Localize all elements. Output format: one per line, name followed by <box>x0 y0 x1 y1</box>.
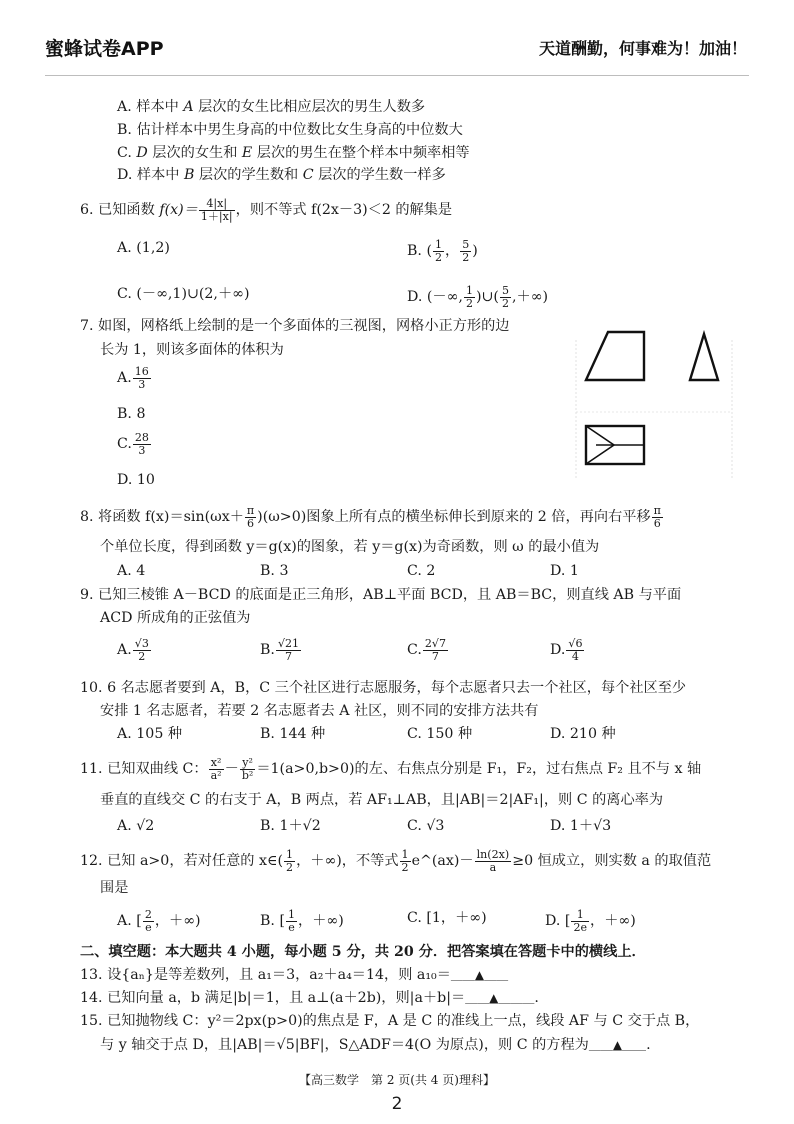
q11-text-2: ＝1(a>0,b>0)的左、右焦点分别是 F₁，F₂，过右焦点 F₂ 且不与 x 轴 <box>256 761 702 778</box>
q12-b-text-1: B. [ <box>260 913 285 930</box>
q6-fraction <box>199 198 235 222</box>
q5-option-a <box>117 98 425 116</box>
q12-frac3-den: a <box>489 860 497 874</box>
q12-text-3: e^(ax)－ <box>411 853 474 870</box>
q9-b-frac <box>276 638 301 662</box>
q8-frac-2 <box>652 505 663 529</box>
q9-stem-line-1: 9. 已知三棱锥 A－BCD 的底面是正三角形，AB⊥平面 BCD，且 AB＝BC，则直线 AB 与平面 <box>80 587 682 603</box>
q12-option-b <box>260 909 344 933</box>
q11-stem-line-1 <box>80 757 701 781</box>
q5-option-c <box>117 144 470 162</box>
q6-b-n2: 5 <box>462 238 470 251</box>
q6-d-text-3: ,＋∞) <box>512 289 549 306</box>
q5-c-text-3: 层次的男生在整个样本中频率相等 <box>252 145 470 161</box>
q11-option-a: A. √2 <box>117 818 155 834</box>
q6-fx: f(x)＝ <box>159 202 198 219</box>
q14-answer-blank[interactable]: ＿＿▲＿＿＿ <box>465 991 535 1005</box>
q12-b-num: 1 <box>287 908 296 921</box>
q6-text-2: ，则不等式 f(2x－3)＜2 的解集是 <box>235 202 453 219</box>
q8-stem-line-1 <box>80 505 664 529</box>
q10-option-b: B. 144 种 <box>260 726 326 742</box>
q11-frac2-num: y² <box>240 757 256 770</box>
q11-option-d: D. 1＋√3 <box>550 818 612 834</box>
q9-option-b <box>260 638 302 662</box>
q6-text-1: 6. 已知函数 <box>80 202 160 219</box>
q11-frac1-den: a² <box>210 768 222 782</box>
grid-lines <box>576 340 732 480</box>
side-view-triangle <box>690 334 718 380</box>
q12-option-d <box>545 909 636 933</box>
q10-option-c: C. 150 种 <box>407 726 473 742</box>
q8-stem-line-2: 个单位长度，得到函数 y＝g(x)的图象，若 y＝g(x)为奇函数，则 ω 的最小值为 <box>100 539 600 555</box>
q9-option-d <box>550 638 585 662</box>
q15-text: 与 y 轴交于点 D，且|AB|＝√5|BF|，S△ADF＝4(O 为原点)，则 C 的方程为 <box>100 1037 589 1053</box>
q14-text: 14. 已知向量 a，b 满足|b|＝1，且 a⊥(a＋2b)，则|a＋b|＝ <box>80 990 466 1006</box>
q6-stem <box>80 198 452 222</box>
q5-d-text-1: D. 样本中 <box>117 167 184 183</box>
section-2-heading: 二、填空题：本大题共 4 小题，每小题 5 分，共 20 分．把答案填在答题卡中的横线上． <box>80 944 646 960</box>
q9-c-label: C. <box>407 642 422 659</box>
q9-c-num: 2√7 <box>424 637 446 650</box>
q12-frac-3 <box>475 849 512 873</box>
q5-option-d <box>117 166 446 184</box>
q11-option-b: B. 1＋√2 <box>260 818 321 834</box>
page-number: 2 <box>391 1094 403 1114</box>
q12-b-den: e <box>288 920 295 934</box>
q6-b-d2: 2 <box>462 250 470 264</box>
q6-b-text-2: ， <box>445 243 460 260</box>
q12-frac2-den: 2 <box>401 860 409 874</box>
q6-frac-den: 1＋|x| <box>200 209 233 223</box>
q5-d-text-2: 层次的学生数和 <box>194 167 303 183</box>
q7-c-label: C. <box>117 436 132 453</box>
q7-option-c <box>117 432 152 456</box>
q8-option-d: D. 1 <box>550 563 579 579</box>
q5-a-text-1: A. 样本中 <box>117 99 184 115</box>
q12-option-c: C. [1，＋∞) <box>407 910 487 926</box>
q7-a-num: 16 <box>134 365 149 378</box>
q12-a-frac <box>143 909 154 933</box>
q11-frac2-den: b² <box>241 768 254 782</box>
q6-d-n2: 5 <box>501 284 510 297</box>
q6-b-text-3: ) <box>472 243 478 260</box>
q12-frac-1 <box>284 849 295 873</box>
q7-stem-line-2: 长为 1，则该多面体的体积为 <box>100 342 284 358</box>
q12-text-4: ≥0 恒成立，则实数 a 的取值范 <box>512 853 712 870</box>
q8-frac2-den: 6 <box>653 516 661 530</box>
q9-b-label: B. <box>260 642 275 659</box>
q6-frac-num: 4|x| <box>199 198 235 211</box>
q6-b-n1: 1 <box>434 238 443 251</box>
q6-option-a: A. (1,2) <box>117 240 170 256</box>
q9-b-den: 7 <box>284 649 293 663</box>
q9-c-frac <box>423 638 448 662</box>
q9-a-label: A. <box>117 642 132 659</box>
q7-c-frac <box>133 432 151 456</box>
q13-answer-blank[interactable]: ＿＿▲＿＿ <box>450 968 509 982</box>
q5-d-text-3: 层次的学生数一样多 <box>313 167 446 183</box>
q11-minus: － <box>224 761 239 778</box>
q6-b-frac-2 <box>460 239 471 263</box>
q11-stem-line-2: 垂直的直线交 C 的右支于 A，B 两点，若 AF₁⊥AB，且|AB|＝2|AF₁|，则 C 的离心率为 <box>100 792 664 808</box>
q8-text-2: )(ω>0)图象上所有点的横坐标伸长到原来的 2 倍，再向右平移 <box>257 509 651 526</box>
q12-frac2-num: 1 <box>401 848 409 861</box>
page-footer: 【高三数学 第 2 页(共 4 页)理科】 <box>299 1073 495 1087</box>
q6-option-b <box>407 239 478 263</box>
q7-c-num: 28 <box>134 431 149 444</box>
q15-answer-blank[interactable]: ＿＿▲＿＿ <box>588 1038 647 1052</box>
q6-d-d1: 2 <box>465 296 473 310</box>
q6-d-n1: 1 <box>465 284 473 297</box>
q12-a-text-2: ，＋∞) <box>154 913 201 930</box>
q6-d-d2: 2 <box>501 296 510 310</box>
q9-d-den: 4 <box>571 649 579 663</box>
app-name: 蜜蜂试卷APP <box>45 38 164 60</box>
q12-d-text-1: D. [ <box>545 913 571 930</box>
front-view-trapezoid <box>586 332 644 380</box>
q12-a-text-1: A. [ <box>117 913 142 930</box>
q8-option-a: A. 4 <box>117 563 146 579</box>
q8-frac1-num: π <box>246 504 255 517</box>
q9-option-a <box>117 638 152 662</box>
q12-frac-2 <box>400 849 411 873</box>
q5-c-var-1: D <box>136 145 148 161</box>
q8-option-b: B. 3 <box>260 563 289 579</box>
q7-a-label: A. <box>117 370 132 387</box>
q6-b-frac-1 <box>433 239 444 263</box>
q12-b-frac <box>286 909 297 933</box>
header-divider <box>45 75 749 76</box>
q8-frac1-den: 6 <box>247 516 255 530</box>
q12-option-a <box>117 909 201 933</box>
q5-d-var-1: B <box>183 167 195 183</box>
q6-option-c: C. (－∞,1)∪(2,＋∞) <box>117 286 250 302</box>
q9-a-frac <box>133 638 151 662</box>
q11-frac-1 <box>209 757 224 781</box>
header-slogan: 天道酬勤，何事难为！加油！ <box>538 39 747 58</box>
q7-a-frac <box>133 366 151 390</box>
q9-b-num: √21 <box>277 637 300 650</box>
q6-d-text-2: )∪( <box>476 289 499 306</box>
q15-stem-line-1: 15. 已知抛物线 C：y²＝2px(p>0)的焦点是 F，A 是 C 的准线上一点，线段 AF 与 C 交于点 B， <box>80 1013 700 1029</box>
q13-stem <box>80 966 508 984</box>
q12-stem-line-1 <box>80 849 711 873</box>
q10-stem-line-1: 10. 6 名志愿者要到 A，B，C 三个社区进行志愿服务，每个志愿者只去一个社区，每个社区至少 <box>80 680 687 696</box>
q11-frac-2 <box>240 757 256 781</box>
q12-frac3-num: ln(2x) <box>476 848 510 861</box>
q8-text-1: 8. 将函数 f(x)＝sin(ωx＋ <box>80 509 244 526</box>
q12-d-den: 2e <box>573 920 588 934</box>
q7-option-a <box>117 366 152 390</box>
q14-stem <box>80 989 539 1007</box>
q12-frac1-den: 2 <box>286 860 294 874</box>
q9-d-frac <box>566 638 584 662</box>
q5-c-var-2: E <box>241 145 253 161</box>
q6-d-text-1: D. (－∞, <box>407 289 463 306</box>
q12-d-text-2: ，＋∞) <box>590 913 636 930</box>
q12-frac1-num: 1 <box>286 848 294 861</box>
q12-a-den: e <box>145 920 152 934</box>
q12-d-num: 1 <box>571 909 589 922</box>
q12-text-2: ，＋∞)，不等式 <box>296 853 399 870</box>
q9-stem-line-2: ACD 所成角的正弦值为 <box>100 610 251 626</box>
q9-d-label: D. <box>550 642 566 659</box>
q9-c-den: 7 <box>431 649 439 663</box>
q7-option-d: D. 10 <box>117 472 155 488</box>
q6-option-d <box>407 285 548 309</box>
q10-option-a: A. 105 种 <box>117 726 183 742</box>
q8-option-c: C. 2 <box>407 563 436 579</box>
q5-c-text-2: 层次的女生和 <box>147 145 242 161</box>
q7-c-den: 3 <box>138 443 146 457</box>
q12-a-num: 2 <box>144 908 152 921</box>
q13-text: 13. 设{aₙ}是等差数列，且 a₁＝3，a₂＋a₄＝14，则 a₁₀＝ <box>80 967 451 983</box>
q5-c-text-1: C. <box>117 145 137 161</box>
q9-a-num: √3 <box>134 637 149 650</box>
q11-frac1-num: x² <box>209 757 224 770</box>
q7-stem-line-1: 7. 如图，网格纸上绘制的是一个多面体的三视图，网格小正方形的边 <box>80 318 510 334</box>
q8-frac2-num: π <box>653 504 661 517</box>
q7-option-b: B. 8 <box>117 406 146 422</box>
q14-period: . <box>534 990 539 1006</box>
q5-a-text-2: 层次的女生比相应层次的男生人数多 <box>193 99 426 115</box>
q12-b-text-2: ，＋∞) <box>298 913 344 930</box>
q5-a-var: A <box>183 99 194 115</box>
q11-option-c: C. √3 <box>407 818 445 834</box>
q10-option-d: D. 210 种 <box>550 726 616 742</box>
q9-option-c <box>407 638 449 662</box>
q15-stem-line-2 <box>100 1036 651 1054</box>
q6-d-frac-2 <box>500 285 511 309</box>
q12-d-frac <box>571 909 589 933</box>
three-view-figure <box>566 320 736 490</box>
q12-stem-line-2: 围是 <box>100 880 129 896</box>
q9-a-den: 2 <box>138 649 146 663</box>
q6-b-text-1: B. ( <box>407 243 432 260</box>
q7-a-den: 3 <box>138 377 146 391</box>
q12-text-1: 12. 已知 a>0，若对任意的 x∈( <box>80 853 284 870</box>
q15-period: . <box>646 1037 651 1053</box>
q5-d-var-2: C <box>302 167 314 183</box>
q5-option-b: B. 估计样本中男生身高的中位数比女生身高的中位数大 <box>117 122 463 138</box>
q11-text-1: 11. 已知双曲线 C： <box>80 761 208 778</box>
q9-d-num: √6 <box>568 637 583 650</box>
q6-d-frac-1 <box>464 285 475 309</box>
q10-stem-line-2: 安排 1 名志愿者，若要 2 名志愿者去 A 社区，则不同的安排方法共有 <box>100 703 539 719</box>
q8-frac-1 <box>245 505 256 529</box>
q6-b-d1: 2 <box>434 250 443 264</box>
